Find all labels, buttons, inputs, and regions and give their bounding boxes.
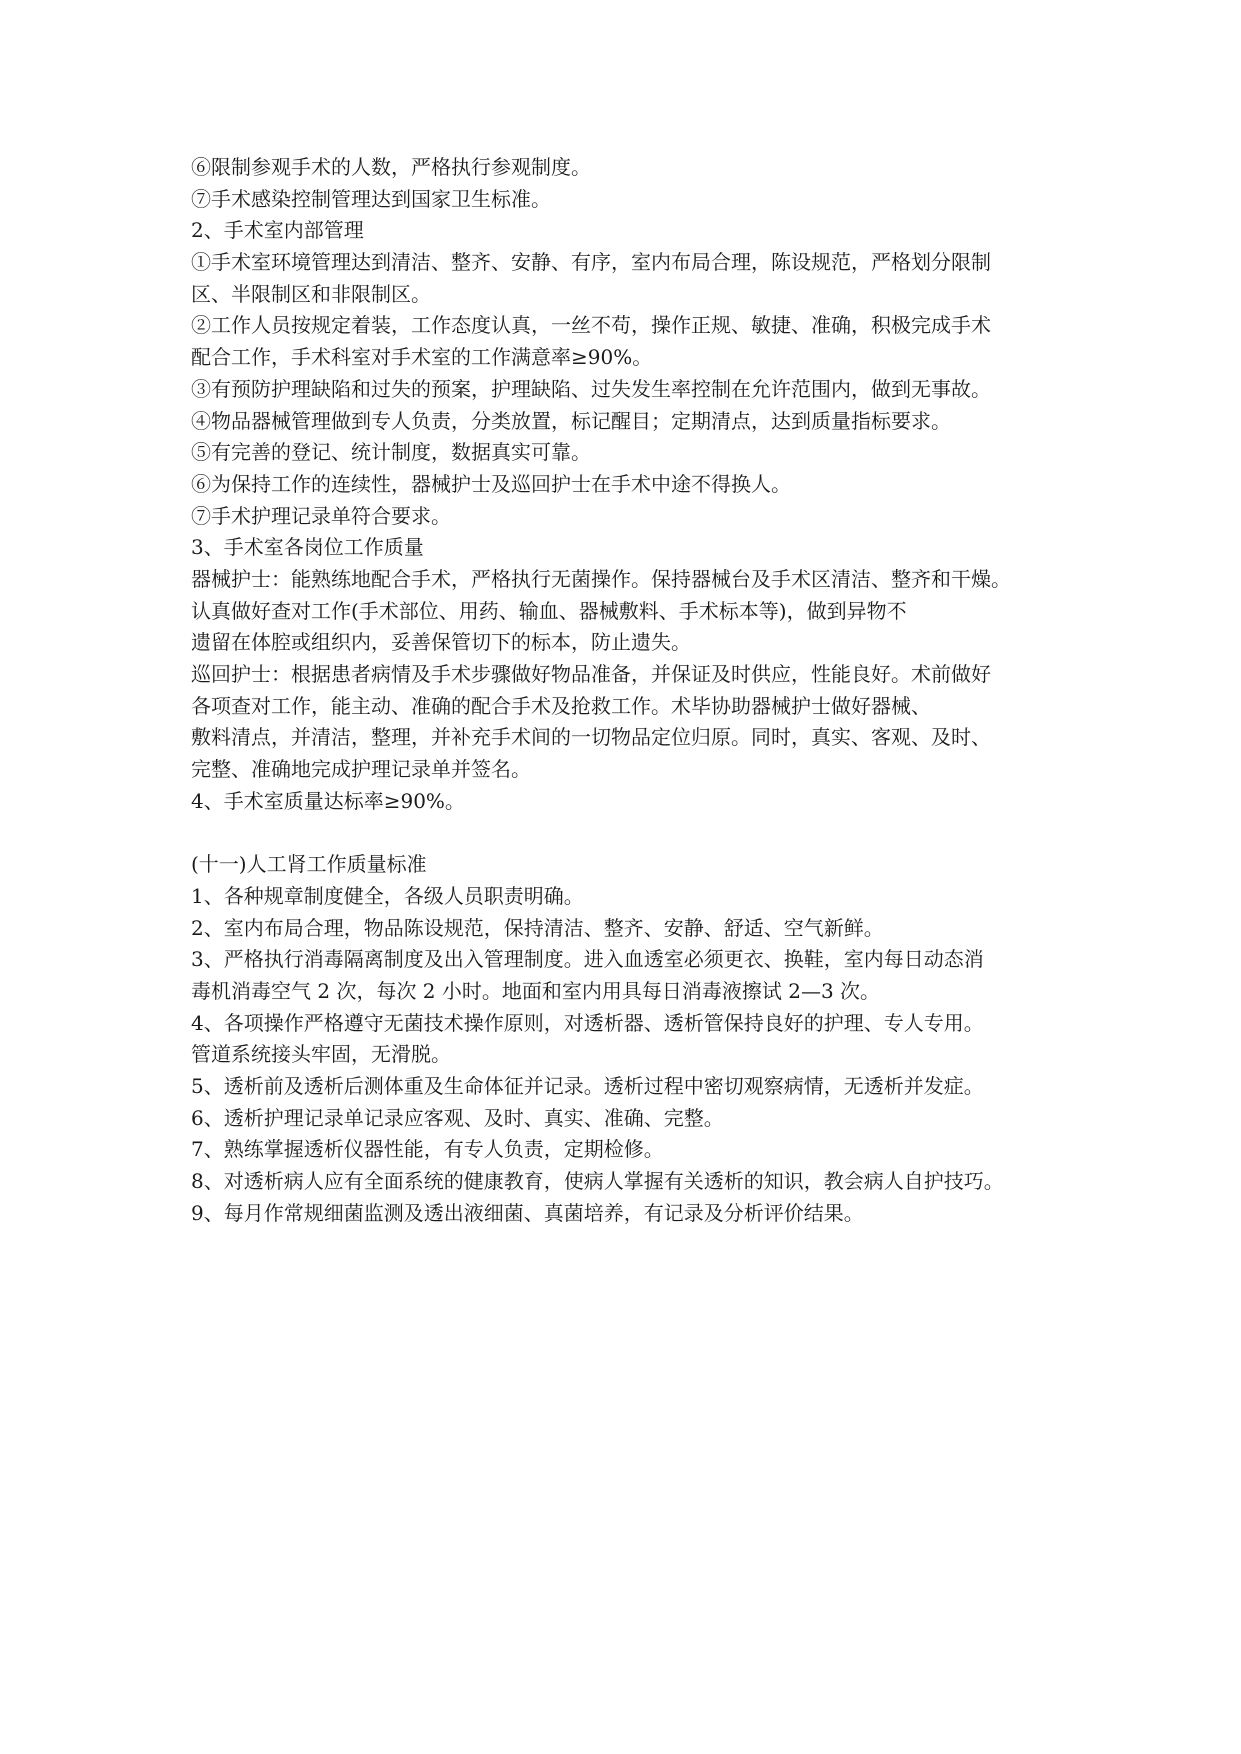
text-line: 敷料清点，并清洁，整理，并补充手术间的一切物品定位归原。同时，真实、客观、及时、 (191, 725, 991, 750)
text-line: 毒机消毒空气 2 次，每次 2 小时。地面和室内用具每日消毒液擦试 2—3 次。 (191, 978, 881, 1003)
text-line: 各项查对工作，能主动、准确的配合手术及抢救工作。术毕协助器械护士做好器械、 (191, 693, 931, 718)
document-body (191, 152, 1071, 1229)
text-line: ①手术室环境管理达到清洁、整齐、安静、有序，室内布局合理，陈设规范，严格划分限制 (191, 250, 991, 275)
text-line: 3、严格执行消毒隔离制度及出入管理制度。进入血透室必须更衣、换鞋，室内每日动态消 (191, 947, 984, 972)
text-line: 4、手术室质量达标率≥90%。 (191, 788, 465, 813)
section-heading: 2、手术室内部管理 (191, 218, 364, 243)
text-line: 完整、准确地完成护理记录单并签名。 (191, 757, 531, 782)
text-line: 9、每月作常规细菌监测及透出液细菌、真菌培养，有记录及分析评价结果。 (191, 1200, 864, 1225)
text-line: 器械护士：能熟练地配合手术，严格执行无菌操作。保持器械台及手术区清洁、整齐和干燥。 (191, 566, 1011, 591)
text-line: 2、室内布局合理，物品陈设规范，保持清洁、整齐、安静、舒适、空气新鲜。 (191, 915, 884, 940)
text-line: 5、透析前及透析后测体重及生命体征并记录。透析过程中密切观察病情，无透析并发症。 (191, 1073, 984, 1098)
text-line: ④物品器械管理做到专人负责，分类放置，标记醒目；定期清点，达到质量指标要求。 (191, 408, 951, 433)
text-line: 遗留在体腔或组织内，妥善保管切下的标本，防止遗失。 (191, 630, 691, 655)
text-line: ⑤有完善的登记、统计制度，数据真实可靠。 (191, 440, 591, 465)
text-line: 1、各种规章制度健全，各级人员职责明确。 (191, 883, 584, 908)
text-line: 7、熟练掌握透析仪器性能，有专人负责，定期检修。 (191, 1137, 664, 1162)
text-line: 配合工作，手术科室对手术室的工作满意率≥90%。 (191, 345, 653, 370)
text-line: 管道系统接头牢固，无滑脱。 (191, 1042, 451, 1067)
text-line: 认真做好查对工作(手术部位、用药、输血、器械敷料、手术标本等)，做到异物不 (191, 598, 907, 623)
text-line: 巡回护士：根据患者病情及手术步骤做好物品准备，并保证及时供应，性能良好。术前做好 (191, 662, 991, 686)
text-line: ⑦手术护理记录单符合要求。 (191, 503, 451, 528)
text-line: ③有预防护理缺陷和过失的预案，护理缺陷、过失发生率控制在允许范围内，做到无事故。 (191, 376, 991, 401)
text-line: ②工作人员按规定着装，工作态度认真，一丝不苟，操作正规、敏捷、准确，积极完成手术 (191, 313, 991, 338)
text-line: ⑥为保持工作的连续性，器械护士及巡回护士在手术中途不得换人。 (191, 471, 791, 496)
section-heading: (十一)人工肾工作质量标准 (191, 852, 427, 877)
section-heading: 3、手术室各岗位工作质量 (191, 535, 424, 560)
text-line: 区、半限制区和非限制区。 (191, 281, 431, 306)
text-line: ⑦手术感染控制管理达到国家卫生标准。 (191, 186, 551, 211)
paragraph-gap (191, 817, 1071, 849)
text-line: ⑥限制参观手术的人数，严格执行参观制度。 (191, 155, 591, 179)
text-line: 6、透析护理记录单记录应客观、及时、真实、准确、完整。 (191, 1105, 724, 1130)
text-line: 8、对透析病人应有全面系统的健康教育，使病人掌握有关透析的知识，教会病人自护技巧。 (191, 1169, 1004, 1193)
text-line: 4、各项操作严格遵守无菌技术操作原则，对透析器、透析管保持良好的护理、专人专用。 (191, 1010, 984, 1035)
